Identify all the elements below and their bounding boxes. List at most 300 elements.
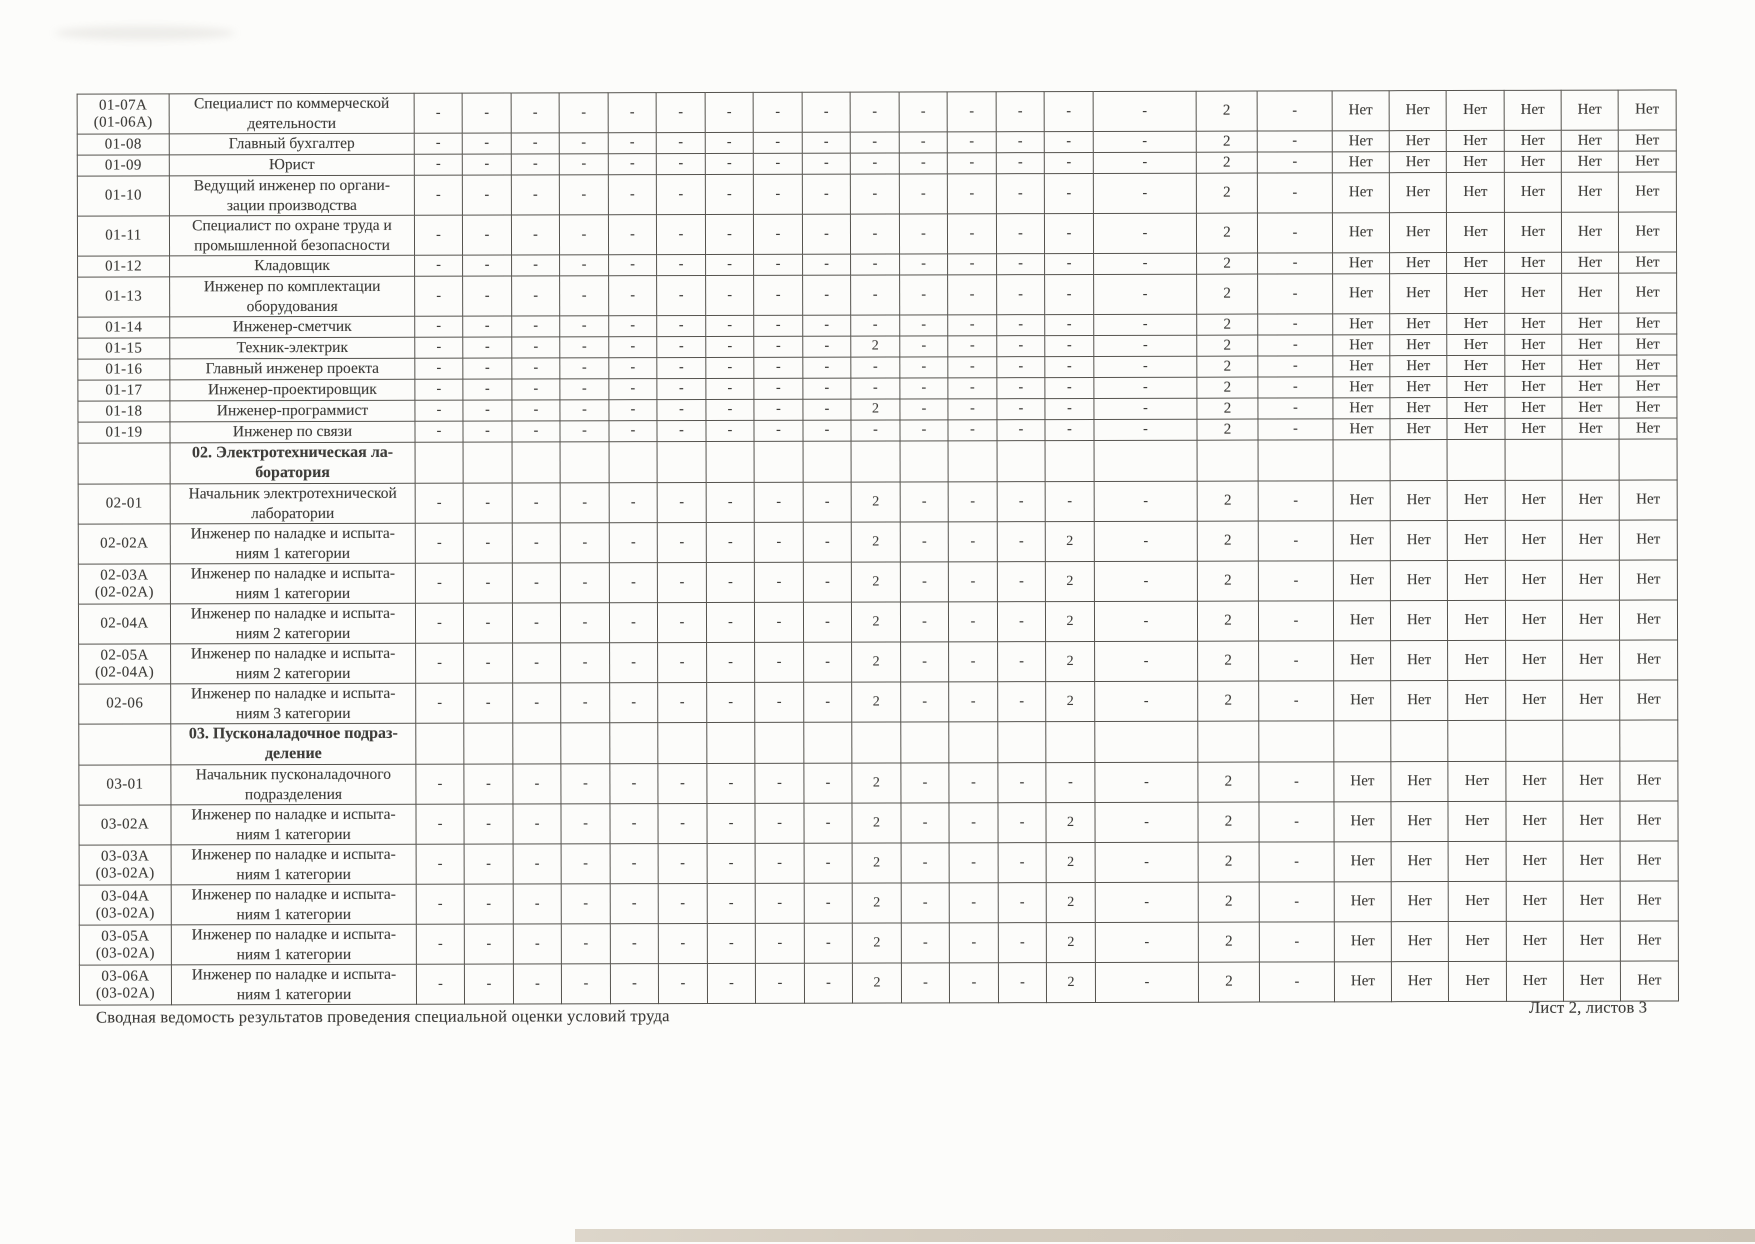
cell-factor-8: - [754,357,803,378]
cell-factor-1: - [415,421,463,442]
cell-factor-7: - [707,883,755,923]
cell-factor-13 [998,722,1046,763]
cell-factor-2 [463,442,512,483]
cell-benefit-4: Нет [1506,801,1563,841]
cell-final-class: 2 [1197,561,1258,601]
cell-factor-9: - [804,963,852,1003]
cell-factor-14: 2 [1045,601,1094,641]
cell-factor-2: - [463,483,512,523]
cell-factor-2: - [462,133,511,154]
cell-final-class-siz: - [1259,882,1334,922]
cell-factor-10: - [851,275,900,315]
cell-factor-1: - [414,133,462,154]
cell-factor-2: - [464,964,513,1004]
cell-benefit-5: Нет [1562,480,1619,520]
cell-factor-8: - [754,482,803,522]
cell-factor-5: - [609,255,657,276]
table-row [77,172,1676,216]
cell-factor-9: - [803,420,851,441]
cell-factor-7: - [706,482,754,522]
cell-benefit-2: Нет [1391,882,1448,922]
cell-factor-8: - [755,963,804,1003]
cell-factor-14: - [1044,213,1093,253]
cell-factor-9: - [803,357,851,378]
cell-factor-8: - [755,763,804,803]
cell-factor-wide: - [1095,641,1198,681]
cell-factor-7: - [707,843,755,883]
cell-factor-wide: - [1093,131,1196,152]
cell-factor-1: - [416,924,464,964]
cell-code: 02-04А [78,604,170,644]
footer-caption: Сводная ведомость результатов проведения специальной оценки условий труда [96,1006,670,1027]
cell-factor-8: - [754,522,803,562]
table-row [79,680,1678,724]
cell-title: Кладовщик [170,255,415,277]
cell-factor-6: - [656,153,705,174]
cell-factor-9: - [804,803,852,843]
cell-factor-7: - [706,315,754,336]
table-row [79,881,1678,925]
cell-factor-wide: - [1095,681,1198,721]
cell-benefit-3: Нет [1446,172,1504,212]
cell-title: Главный бухгалтер [169,133,414,155]
cell-factor-13: - [997,522,1045,562]
cell-factor-7: - [707,963,755,1003]
cell-factor-7: - [706,420,754,441]
cell-factor-8: - [754,336,803,357]
cell-factor-8: - [753,92,802,132]
cell-benefit-3: Нет [1447,560,1505,600]
cell-factor-3: - [512,255,560,276]
cell-title: Инженер-проектировщик [170,379,415,401]
cell-factor-14: 2 [1046,962,1095,1002]
cell-benefit-4: Нет [1505,397,1562,418]
cell-factor-5: - [609,563,657,603]
cell-benefit-1: Нет [1334,641,1391,681]
cell-title: 02. Электротехническая ла- боратория [170,442,415,484]
cell-final-class-siz [1259,721,1334,762]
cell-factor-14: 2 [1046,882,1095,922]
cell-factor-7: - [705,214,753,254]
cell-benefit-5: Нет [1561,151,1618,172]
cell-benefit-4: Нет [1505,560,1562,600]
cell-benefit-3: Нет [1446,151,1504,172]
cell-benefit-2: Нет [1390,335,1447,356]
cell-title: Инженер по наладке и испыта- ниям 2 категории [171,643,416,684]
cell-benefit-6: Нет [1618,212,1676,252]
cell-factor-8: - [754,602,803,642]
cell-factor-5: - [610,643,658,683]
cell-benefit-4: Нет [1504,172,1561,212]
cell-factor-10: 2 [852,642,901,682]
cell-factor-2: - [463,358,512,379]
cell-benefit-6: Нет [1619,397,1677,418]
cell-benefit-3: Нет [1448,921,1506,961]
cell-factor-12: - [949,642,998,682]
cell-benefit-3: Нет [1447,480,1505,520]
cell-benefit-2: Нет [1391,681,1448,721]
cell-benefit-6 [1620,720,1678,761]
cell-factor-1: - [414,93,462,133]
cell-final-class-siz: - [1258,314,1333,335]
cell-benefit-4: Нет [1505,313,1562,334]
cell-factor-6: - [657,562,706,602]
cell-factor-4: - [559,133,608,154]
cell-final-class-siz: - [1258,398,1333,419]
cell-final-class: 2 [1197,601,1258,641]
cell-title: Инженер по комплектации оборудования [170,276,415,317]
cell-factor-9: - [803,254,851,275]
cell-code: 01-07А (01-06А) [77,94,169,134]
cell-benefit-5: Нет [1563,921,1620,961]
cell-factor-13: - [997,315,1045,336]
cell-final-class: 2 [1196,173,1257,213]
cell-benefit-3: Нет [1448,961,1506,1001]
cell-code: 02-02А [78,524,170,564]
cell-factor-4: - [560,421,609,442]
cell-final-class-siz: - [1259,962,1334,1002]
cell-factor-10 [852,722,901,763]
cell-factor-7: - [706,336,754,357]
cell-final-class: 2 [1197,335,1258,356]
cell-benefit-6: Нет [1619,355,1677,376]
cell-benefit-5: Нет [1562,600,1619,640]
cell-benefit-5: Нет [1563,680,1620,720]
cell-benefit-4: Нет [1505,376,1562,397]
table-row [79,801,1678,845]
cell-benefit-2: Нет [1390,561,1447,601]
cell-factor-2: - [464,844,513,884]
cell-benefit-1: Нет [1333,561,1390,601]
cell-factor-6: - [657,420,706,441]
cell-factor-14: 2 [1046,641,1095,681]
cell-benefit-2: Нет [1389,91,1446,131]
cell-factor-10: - [850,92,899,132]
cell-factor-10 [851,441,900,482]
cell-factor-14: - [1045,356,1094,377]
cell-benefit-2: Нет [1390,253,1447,274]
cell-factor-7: - [705,132,753,153]
cell-benefit-5: Нет [1562,355,1619,376]
cell-benefit-2: Нет [1390,377,1447,398]
cell-benefit-3: Нет [1446,130,1504,151]
cell-final-class-siz: - [1257,91,1332,131]
cell-title: Главный инженер проекта [170,358,415,380]
table-row [79,841,1678,885]
cell-benefit-5: Нет [1562,418,1619,439]
cell-factor-5: - [610,924,658,964]
cell-code: 03-03А (03-02А) [79,845,171,885]
cell-benefit-1: Нет [1333,419,1390,440]
cell-factor-3: - [512,337,560,358]
cell-factor-1: - [416,643,464,683]
cell-benefit-1: Нет [1334,962,1391,1002]
cell-factor-10: - [850,174,899,214]
cell-factor-3: - [513,764,561,804]
cell-factor-11: - [900,420,948,441]
cell-factor-9: - [802,92,850,132]
cell-benefit-6: Нет [1620,761,1678,801]
cell-factor-3: - [511,154,559,175]
cell-benefit-6: Нет [1620,841,1678,881]
cell-factor-9: - [803,399,851,420]
cell-title: Инженер по наладке и испыта- ниям 1 категории [171,884,416,925]
cell-factor-13: - [997,420,1045,441]
cell-factor-6: - [656,174,705,214]
cell-factor-10: 2 [851,336,900,357]
table-row [78,480,1677,524]
cell-factor-6: - [657,522,706,562]
cell-factor-4: - [560,358,609,379]
cell-factor-4: - [561,924,610,964]
cell-factor-11: - [900,336,948,357]
cell-code: 01-17 [78,380,170,401]
cell-benefit-2: Нет [1390,356,1447,377]
cell-factor-13: - [997,562,1045,602]
cell-factor-11: - [901,642,949,682]
cell-benefit-3: Нет [1446,212,1504,252]
cell-factor-11: - [900,254,948,275]
cell-factor-3: - [512,316,560,337]
cell-factor-12: - [949,963,998,1003]
cell-factor-2: - [463,421,512,442]
cell-benefit-2: Нет [1389,213,1446,253]
cell-factor-5: - [609,316,657,337]
cell-factor-10: - [851,378,900,399]
cell-factor-7: - [706,602,754,642]
cell-code: 01-14 [78,317,170,338]
cell-factor-12: - [948,275,997,315]
table-row [77,90,1676,134]
cell-factor-1: - [414,215,462,255]
cell-factor-13: - [996,214,1044,254]
cell-benefit-3: Нет [1448,680,1506,720]
cell-factor-11: - [900,275,948,315]
cell-factor-12: - [947,132,996,153]
cell-factor-6: - [658,803,707,843]
cell-title: Инженер по наладке и испыта- ниям 1 категории [170,563,415,604]
cell-final-class-siz: - [1258,521,1333,561]
cell-benefit-4: Нет [1504,130,1561,151]
cell-factor-12: - [947,214,996,254]
cell-benefit-2: Нет [1390,398,1447,419]
cell-benefit-5 [1562,439,1619,480]
cell-benefit-3: Нет [1448,881,1506,921]
cell-benefit-4 [1506,720,1563,761]
cell-factor-14: - [1046,762,1095,802]
cell-benefit-3: Нет [1447,418,1505,439]
cell-factor-12: - [948,420,997,441]
cell-benefit-6: Нет [1620,801,1678,841]
cell-benefit-1: Нет [1333,335,1390,356]
cell-factor-7 [707,722,755,763]
cell-factor-5: - [609,523,657,563]
cell-benefit-3: Нет [1447,376,1505,397]
cell-factor-3: - [513,683,561,723]
cell-factor-9 [804,722,852,763]
cell-factor-7: - [707,682,755,722]
cell-factor-8: - [755,803,804,843]
cell-factor-5: - [608,215,656,255]
cell-benefit-2: Нет [1390,274,1447,314]
cell-code: 03-01 [79,765,171,805]
table-row [78,520,1677,564]
cell-factor-1: - [414,154,462,175]
cell-benefit-4: Нет [1506,921,1563,961]
cell-factor-wide: - [1095,962,1198,1002]
cell-factor-13: - [997,602,1045,642]
cell-factor-14 [1045,440,1094,481]
cell-factor-10: 2 [852,923,901,963]
cell-benefit-4: Нет [1506,841,1563,881]
cell-benefit-2: Нет [1391,802,1448,842]
cell-factor-10: 2 [852,963,901,1003]
cell-factor-11: - [901,883,949,923]
section-row [78,439,1677,484]
cell-factor-13: - [998,803,1046,843]
table-row [77,212,1676,256]
cell-factor-2: - [464,804,513,844]
cell-factor-10: - [850,153,899,174]
cell-benefit-1: Нет [1333,481,1390,521]
cell-factor-8: - [754,399,803,420]
cell-code: 03-04А (03-02А) [79,885,171,925]
cell-factor-7: - [706,254,754,275]
cell-factor-5 [609,442,657,483]
cell-factor-4: - [560,379,609,400]
cell-title: Начальник электротехнической лаборатории [170,483,415,524]
cell-final-class: 2 [1196,213,1257,253]
cell-final-class-siz: - [1258,561,1333,601]
table-row [78,273,1677,317]
cell-factor-10: 2 [852,763,901,803]
cell-factor-4: - [559,215,608,255]
cell-benefit-6: Нет [1619,480,1677,520]
cell-benefit-6: Нет [1620,680,1678,720]
cell-factor-1: - [416,884,464,924]
cell-factor-11: - [901,682,949,722]
cell-factor-6: - [658,763,707,803]
cell-final-class: 2 [1197,356,1258,377]
cell-factor-10: 2 [851,522,900,562]
cell-benefit-2: Нет [1390,314,1447,335]
cell-factor-wide: - [1094,274,1197,314]
cell-benefit-5: Нет [1563,801,1620,841]
cell-factor-12: - [947,174,996,214]
cell-factor-8: - [754,275,803,315]
cell-factor-11: - [900,315,948,336]
cell-factor-11: - [899,214,947,254]
cell-factor-10: 2 [851,562,900,602]
cell-factor-8: - [753,132,802,153]
cell-factor-9: - [803,602,851,642]
cell-factor-3: - [511,133,559,154]
cell-final-class-siz: - [1259,922,1334,962]
cell-factor-14: 2 [1045,561,1094,601]
cell-factor-14: 2 [1046,842,1095,882]
cell-factor-2: - [462,215,511,255]
cell-factor-1 [415,442,463,483]
cell-factor-1: - [415,483,463,523]
cell-factor-wide: - [1094,561,1197,601]
cell-benefit-2: Нет [1390,481,1447,521]
cell-benefit-6: Нет [1618,172,1676,212]
cell-benefit-3: Нет [1448,841,1506,881]
cell-factor-1: - [415,276,463,316]
cell-factor-10: - [850,214,899,254]
cell-factor-8: - [755,923,804,963]
cell-factor-9: - [804,763,852,803]
cell-factor-wide: - [1094,314,1197,335]
cell-factor-wide: - [1094,398,1197,419]
cell-factor-wide: - [1094,481,1197,521]
cell-factor-13: - [996,174,1044,214]
cell-factor-wide: - [1095,762,1198,802]
cell-factor-11: - [900,378,948,399]
cell-factor-2: - [463,337,512,358]
cell-final-class-siz: - [1259,762,1334,802]
cell-benefit-1: Нет [1333,377,1390,398]
cell-benefit-5: Нет [1561,212,1618,252]
cell-benefit-3: Нет [1447,355,1505,376]
cell-final-class-siz: - [1258,253,1333,274]
cell-factor-9: - [803,336,851,357]
cell-factor-9: - [802,132,850,153]
cell-benefit-2: Нет [1391,962,1448,1002]
cell-code: 02-01 [78,484,170,524]
cell-final-class: 2 [1197,274,1258,314]
cell-factor-14: - [1045,419,1094,440]
cell-factor-11: - [900,602,948,642]
cell-benefit-6: Нет [1618,90,1676,130]
cell-benefit-4: Нет [1506,761,1563,801]
cell-benefit-1: Нет [1334,681,1391,721]
cell-factor-11 [900,441,948,482]
cell-factor-13: - [998,843,1046,883]
cell-factor-8: - [753,174,802,214]
cell-factor-wide: - [1094,601,1197,641]
cell-factor-13: - [997,336,1045,357]
cell-factor-12 [948,441,997,482]
cell-factor-4: - [560,563,609,603]
cell-factor-10: - [851,254,900,275]
cell-code [78,443,170,484]
cell-factor-6 [658,722,707,763]
cell-factor-wide: - [1095,802,1198,842]
cell-factor-4 [560,442,609,483]
cell-factor-13: - [997,482,1045,522]
cell-benefit-1: Нет [1332,131,1389,152]
cell-final-class: 2 [1196,131,1257,152]
cell-factor-7: - [706,275,754,315]
cell-factor-12: - [949,763,998,803]
cell-factor-3: - [513,804,561,844]
cell-factor-2: - [464,884,513,924]
cell-factor-8: - [754,254,803,275]
cell-factor-2: - [463,603,512,643]
cell-benefit-4: Нет [1504,212,1561,252]
cell-factor-13: - [997,357,1045,378]
cell-benefit-6: Нет [1620,881,1678,921]
cell-factor-8: - [753,153,802,174]
cell-factor-1: - [416,804,464,844]
cell-factor-6: - [657,399,706,420]
cell-benefit-5: Нет [1563,961,1620,1001]
cell-factor-2: - [463,563,512,603]
cell-final-class: 2 [1198,882,1259,922]
cell-benefit-4: Нет [1504,151,1561,172]
cell-factor-5: - [609,421,657,442]
